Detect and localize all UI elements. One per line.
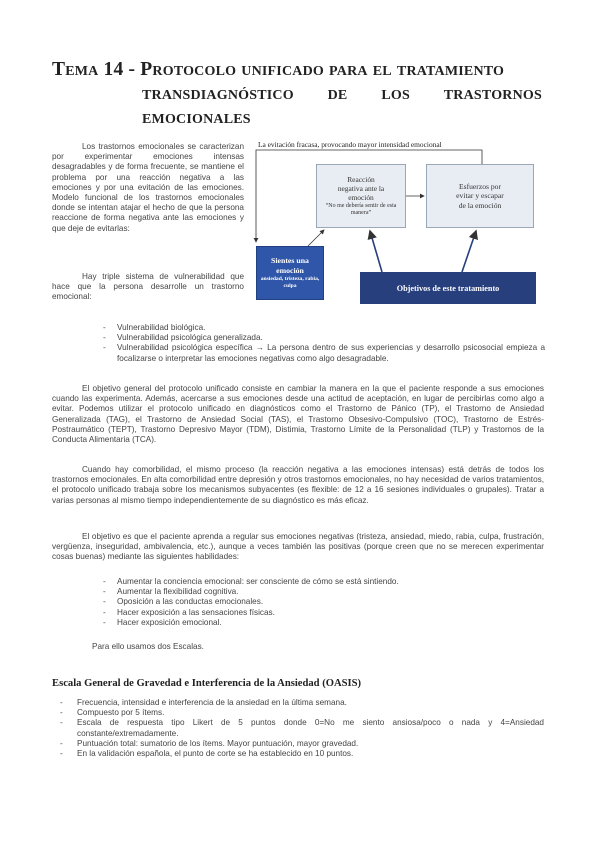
list-item: - Compuesto por 5 ítems. xyxy=(60,708,544,718)
reaction-line: emoción xyxy=(348,193,374,202)
emotion-title-line: emoción xyxy=(276,265,304,275)
list-item: - Vulnerabilidad psicológica generalizada. xyxy=(103,333,545,343)
treatment-goals-box xyxy=(360,272,536,304)
diagram-caption: La evitación fracasa, provocando mayor intensidad emocional xyxy=(258,140,442,149)
comorbidity-paragraph: Cuando hay comorbilidad, el mismo proceso (la reacción negativa a las emociones intensas) está detrás de todos los trastornos emocionales. En alta comorbilidad entre depresión y otros trastornos emocionales, no hay necesidad de varios tratamientos, el protocolo unificado trabaja sobre los mecanismos subyacentes (es flexible: de 12 a 16 sesiones individuales o grupales). Tratar a varias personas al mismo tiempo independientemente de su diagnóstico es más eficaz. xyxy=(52,465,544,505)
oasis-list xyxy=(60,698,544,759)
list-item: - Frecuencia, intensidad e interferencia de la ansiedad en la última semana. xyxy=(60,698,544,708)
emotion-to-reaction-arrow xyxy=(308,230,324,246)
goal-to-reaction-arrow xyxy=(370,231,382,272)
feel-emotion-box xyxy=(256,246,324,300)
effort-line: de la emoción xyxy=(458,200,502,210)
reaction-line: Reacción xyxy=(347,175,375,184)
vulnerability-list xyxy=(103,323,545,364)
skills-list xyxy=(103,577,543,628)
goal-to-effort-arrow xyxy=(462,231,476,272)
list-item: - Aumentar la conciencia emocional: ser consciente de cómo se está sintiendo. xyxy=(103,577,543,587)
reaction-quote: “No me debería sentir de esta manera” xyxy=(325,203,397,216)
title-line-1: Tema 14 - Protocolo unificado para el tratamiento xyxy=(52,59,505,80)
title-line-2: transdiagnóstico de los trastornos xyxy=(142,83,542,104)
negative-reaction-box xyxy=(316,164,406,228)
reaction-line: negativa ante la xyxy=(337,184,385,193)
regulation-paragraph: El objetivo es que el paciente aprenda a regular sus emociones negativas (tristeza, ansiedad, miedo, rabia, culpa, frustración, vergüenza, inseguridad, ambivalencia, etc.), aunque a veces también las positivas (porque creen que no se merecen experimentar cosas buenas) mediante las siguientes habilidades: xyxy=(52,532,544,562)
list-item: - Aumentar la flexibilidad cognitiva. xyxy=(103,587,543,597)
list-item: - Vulnerabilidad biológica. xyxy=(103,323,545,333)
oasis-heading: Escala General de Gravedad e Interferencia de la Ansiedad (OASIS) xyxy=(52,678,362,689)
effort-line: Esfuerzos por xyxy=(459,181,501,191)
list-item: - Escala de respuesta tipo Likert de 5 puntos donde 0=No me siento ansiosa/poco o nada y 4=Ansiedad constante/extremadamente. xyxy=(60,718,544,738)
goal-label: Objetivos de este tratamiento xyxy=(396,283,500,293)
list-item: - Oposición a las conductas emocionales. xyxy=(103,597,543,607)
effort-line: evitar y escapar xyxy=(456,191,504,201)
list-item: - En la validación española, el punto de corte se ha establecido en 10 puntos. xyxy=(60,749,544,759)
vulnerability-intro-paragraph: Hay triple sistema de vulnerabilidad que hace que la persona desarrolle un trastorno emocional: xyxy=(52,272,244,302)
emotion-title-line: Sientes una xyxy=(271,256,309,266)
page-title xyxy=(52,58,542,130)
title-line-3: emocionales xyxy=(142,107,251,128)
avoidance-effort-box xyxy=(426,164,534,228)
emotional-disorder-model-diagram xyxy=(252,138,544,308)
list-item: - Puntuación total: sumatorio de los ítems. Mayor puntuación, mayor gravedad. xyxy=(60,739,544,749)
list-item: - Hacer exposición emocional. xyxy=(103,618,543,628)
intro-paragraph: Los trastornos emocionales se caracterizan por experimentar emociones intensas desagradables y de forma frecuente, se mantiene el problema por una reacción negativa a las emociones y por una evitación de las emociones. Modelo funcional de los trastornos emocionales donde se intentan atajar el hecho de que la persona reaccione de forma negativa ante las emociones y que deje de evitarlas: xyxy=(52,142,244,233)
list-item: - Vulnerabilidad psicológica específica → La persona dentro de sus experiencias y desarrollo psicosocial empieza a focalizarse o interpretar las emociones negativas como algo desagradable. xyxy=(103,343,545,363)
list-item: - Hacer exposición a las sensaciones físicas. xyxy=(103,608,543,618)
emotion-examples: ansiedad, tristeza, rabia, culpa xyxy=(260,276,320,289)
objective-paragraph: El objetivo general del protocolo unificado consiste en cambiar la manera en la que el paciente responde a sus emociones cuando las experimenta. Además, acercarse a sus emociones desde una actitud de aceptación, en lugar de percibirlas como algo a evitar. Podemos utilizar el protocolo unificado en diagnósticos como el Trastorno de Pánico (TP), el Trastorno de Ansiedad Generalizada (TAG), el Trastorno de Ansiedad Social (TAS), el Trastorno Obsesivo-Compulsivo (TOC), Trastorno de Estrés-Postraumático (TEPT), Trastorno Depresivo Mayor (TDM), Distimia, Trastorno Límite de la Personalidad (TLP) y Trastornos de la Conducta Alimentaria (TCA). xyxy=(52,384,544,445)
scales-intro: Para ello usamos dos Escalas. xyxy=(92,642,204,651)
